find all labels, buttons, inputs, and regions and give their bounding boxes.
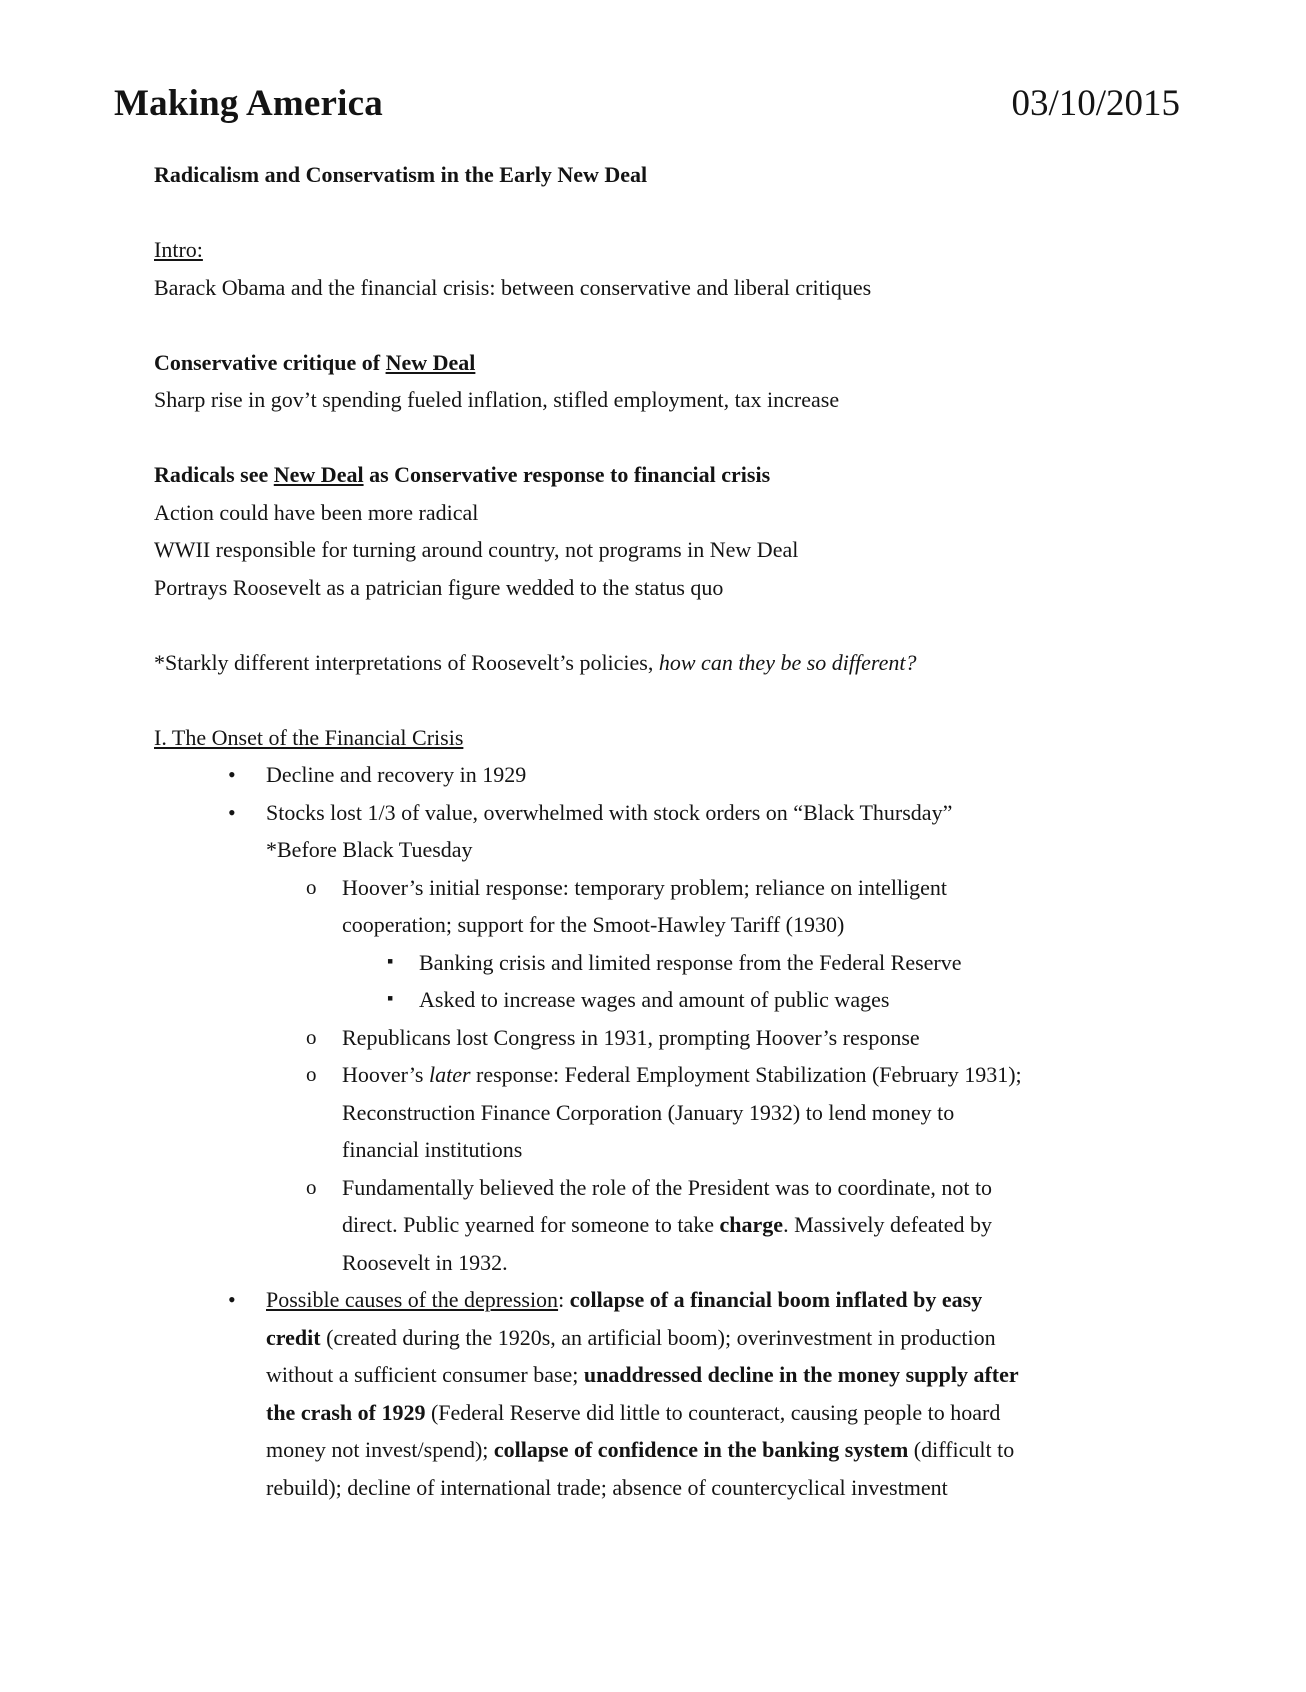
circle-bullet-icon: o bbox=[306, 1024, 317, 1049]
list-item-text: rebuild); decline of international trade; absence of countercyclical investment bbox=[266, 1474, 948, 1500]
bullet-icon: • bbox=[228, 762, 236, 787]
radicals-heading-new-deal: New Deal bbox=[273, 462, 364, 487]
text-run: : bbox=[558, 1287, 570, 1312]
note-line bbox=[154, 644, 1174, 682]
causes-label: Possible causes of the depression bbox=[266, 1287, 559, 1312]
text-run: Hoover’s bbox=[342, 1062, 429, 1087]
radicals-heading-pre: Radicals see bbox=[154, 462, 274, 487]
list-item-text bbox=[266, 1356, 1174, 1394]
bullet-icon: • bbox=[228, 1287, 236, 1312]
text-run: money not invest/spend); bbox=[266, 1437, 494, 1462]
circle-bullet-icon: o bbox=[306, 1062, 317, 1086]
list-subitem-text bbox=[342, 1056, 1174, 1094]
conservative-heading bbox=[154, 344, 1174, 382]
text-run-bold: charge bbox=[719, 1212, 784, 1237]
conservative-heading-new-deal: New Deal bbox=[385, 349, 476, 375]
list-item-text: Decline and recovery in 1929 bbox=[266, 762, 527, 787]
circle-bullet-icon: o bbox=[306, 1174, 317, 1199]
list-subitem-text: cooperation; support for the Smoot-Hawley Tariff (1930) bbox=[342, 912, 845, 937]
bullet-icon: • bbox=[228, 799, 236, 825]
list-subitem-text: Republicans lost Congress in 1931, prompting Hoover’s response bbox=[342, 1024, 920, 1050]
list-item bbox=[154, 756, 1174, 794]
notes-body bbox=[154, 156, 1174, 1506]
list-subitem-text: Reconstruction Finance Corporation (January 1932) to lend money to bbox=[342, 1099, 955, 1125]
document-header bbox=[114, 82, 1180, 132]
text-run: direct. Public yearned for someone to take bbox=[342, 1212, 720, 1237]
square-bullet-icon: ▪ bbox=[387, 988, 394, 1008]
text-run: (created during the 1920s, an artificial boom); overinvestment in production bbox=[320, 1324, 996, 1350]
radicals-line: WWII responsible for turning around country, not programs in New Deal bbox=[154, 537, 799, 562]
section-1-heading: I. The Onset of the Financial Crisis bbox=[154, 724, 464, 750]
text-run: . Massively defeated by bbox=[783, 1212, 993, 1237]
radicals-section bbox=[154, 456, 1174, 606]
text-run-italic: later bbox=[428, 1062, 471, 1087]
list-item-text: Stocks lost 1/3 of value, overwhelmed with stock orders on “Black Thursday” bbox=[266, 799, 953, 825]
conservative-text: Sharp rise in gov’t spending fueled inflation, stifled employment, tax increase bbox=[154, 387, 840, 412]
list-item-text bbox=[266, 1431, 1174, 1469]
list-subitem-text bbox=[342, 1206, 1174, 1244]
intro-section bbox=[154, 231, 1174, 306]
square-bullet-icon: ▪ bbox=[387, 950, 394, 971]
list-subitem bbox=[154, 1056, 1174, 1169]
radicals-line: Portrays Roosevelt as a patrician figure wedded to the status quo bbox=[154, 574, 724, 600]
text-run: (difficult to bbox=[908, 1437, 1015, 1462]
list-subsubitem-text: Banking crisis and limited response from the Federal Reserve bbox=[419, 949, 962, 975]
text-run: response: Federal Employment Stabilization (February 1931); bbox=[470, 1062, 1022, 1087]
list-subitem bbox=[154, 869, 1174, 944]
radicals-line: Action could have been more radical bbox=[154, 499, 479, 525]
lecture-title: Radicalism and Conservatism in the Early New Deal bbox=[154, 162, 648, 187]
list-subsubitem bbox=[154, 944, 1174, 982]
radicals-heading-post: as Conservative response to financial crisis bbox=[363, 462, 771, 487]
section-1-list bbox=[154, 756, 1174, 1506]
text-run-bold: the crash of 1929 bbox=[266, 1399, 426, 1425]
text-run: without a sufficient consumer base; bbox=[266, 1362, 584, 1387]
list-subitem-text: Roosevelt in 1932. bbox=[342, 1249, 508, 1275]
conservative-section bbox=[154, 344, 1174, 419]
list-item bbox=[154, 1281, 1174, 1506]
list-subitem-text: Fundamentally believed the role of the President was to coordinate, not to bbox=[342, 1174, 993, 1200]
list-subitem bbox=[154, 1019, 1174, 1057]
intro-heading: Intro: bbox=[154, 237, 203, 262]
list-subitem-text: Hoover’s initial response: temporary problem; reliance on intelligent bbox=[342, 874, 948, 900]
note-text: *Starkly different interpretations of Roosevelt’s policies, bbox=[154, 649, 659, 675]
list-item-note: *Before Black Tuesday bbox=[266, 837, 473, 862]
document-date: 03/10/2015 bbox=[1011, 83, 1180, 124]
list-item-text bbox=[266, 1319, 1174, 1357]
list-subsubitem bbox=[154, 981, 1174, 1019]
list-item-text bbox=[266, 1394, 1174, 1432]
list-subitem bbox=[154, 1169, 1174, 1282]
circle-bullet-icon: o bbox=[306, 874, 317, 899]
text-run-bold: unaddressed decline in the money supply after bbox=[583, 1362, 1019, 1387]
interpretations-note bbox=[154, 644, 1174, 682]
list-item-text bbox=[266, 1281, 1174, 1319]
text-run-bold: credit bbox=[266, 1324, 321, 1350]
list-subitem-text: financial institutions bbox=[342, 1137, 523, 1162]
text-run-bold: collapse of confidence in the banking system bbox=[493, 1437, 909, 1462]
list-item bbox=[154, 794, 1174, 869]
text-run-bold: collapse of a financial boom inflated by easy bbox=[569, 1287, 983, 1312]
radicals-heading bbox=[154, 456, 1174, 494]
section-1 bbox=[154, 719, 1174, 1507]
conservative-heading-text: Conservative critique of bbox=[154, 349, 386, 375]
document-title: Making America bbox=[114, 83, 383, 124]
text-run: (Federal Reserve did little to counteract, causing people to hoard bbox=[425, 1399, 1001, 1425]
list-subsubitem-text: Asked to increase wages and amount of public wages bbox=[419, 987, 890, 1012]
intro-text: Barack Obama and the financial crisis: between conservative and liberal critiques bbox=[154, 274, 872, 300]
note-question: how can they be so different? bbox=[658, 649, 917, 675]
